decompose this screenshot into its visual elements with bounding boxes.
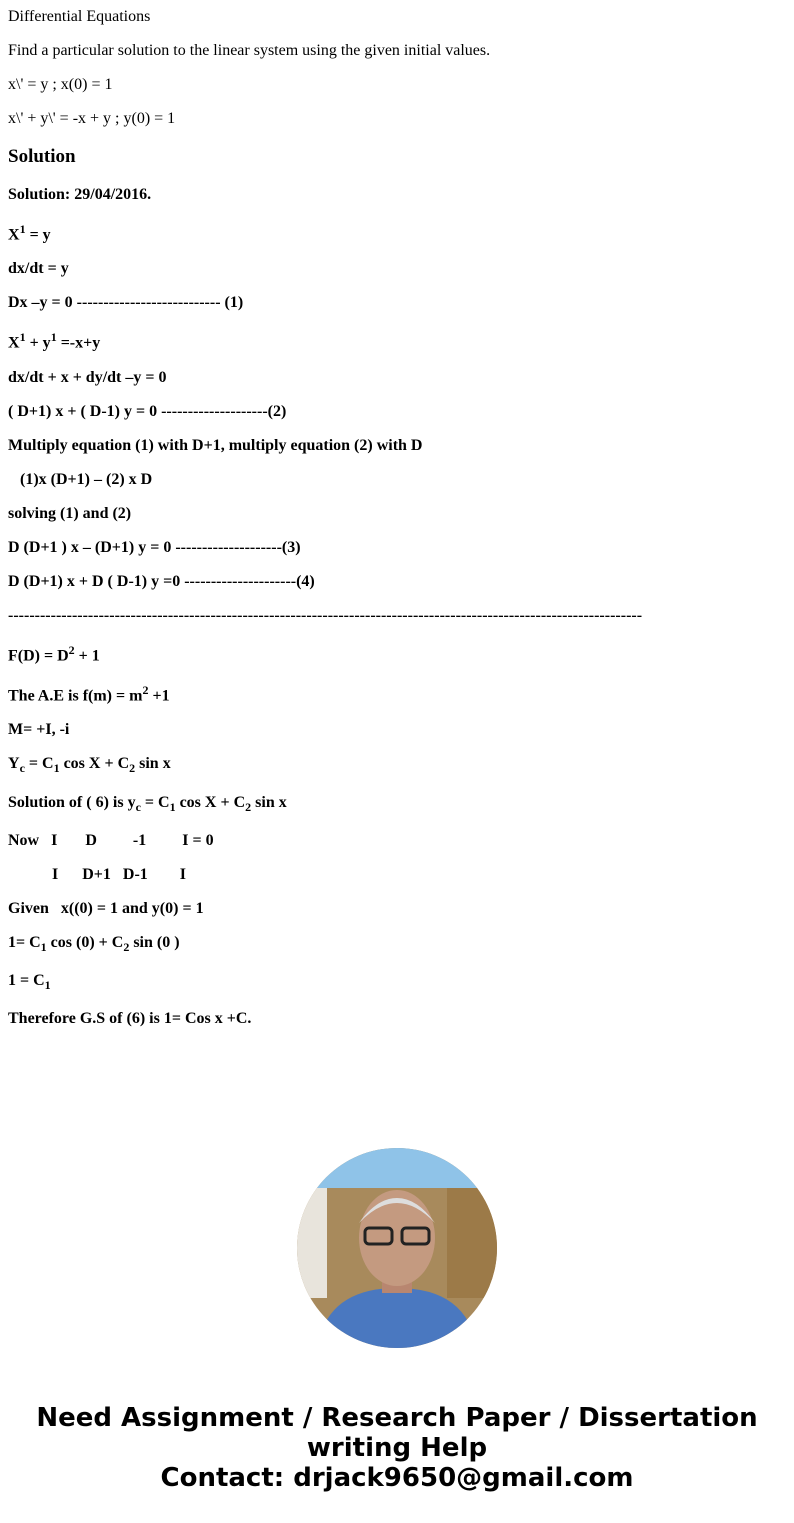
- text-segment: Multiply equation (1) with D+1, multiply equation (2) with D: [8, 436, 423, 454]
- text-segment: Y: [8, 755, 20, 773]
- text-segment: = C: [140, 793, 170, 811]
- text-segment: Solution: 29/04/2016.: [8, 186, 152, 203]
- solution-line: [8, 794, 786, 816]
- text-segment: F(D) = D: [8, 646, 69, 664]
- subscript: 2: [129, 761, 136, 776]
- solution-line: [8, 573, 786, 591]
- question-prompt: Find a particular solution to the linear system using the given initial values.: [8, 42, 491, 59]
- solution-line: [8, 607, 786, 625]
- solution-line: [8, 294, 786, 312]
- footer-line-1: Need Assignment / Research Paper / Dissertation writing Help: [36, 1403, 758, 1464]
- superscript: 1: [19, 222, 26, 236]
- equation-2: x\' + y\' = -x + y ; y(0) = 1: [8, 110, 176, 127]
- text-segment: Therefore G.S of (6) is 1= Cos x +C.: [8, 1010, 252, 1028]
- question-title: Differential Equations: [8, 8, 151, 25]
- solution-line: [8, 721, 786, 739]
- text-segment: sin x: [135, 755, 171, 773]
- text-segment: D (D+1) x + D ( D-1) y =0 ---------------------(4): [8, 572, 315, 590]
- solution-line: [8, 972, 786, 994]
- text-segment: Now I D -1 I = 0: [8, 831, 214, 849]
- text-segment: D (D+1 ) x – (D+1) y = 0 --------------------(3): [8, 538, 301, 556]
- subscript: 1: [53, 761, 60, 776]
- text-segment: + 1: [74, 646, 100, 664]
- subscript: c: [135, 799, 141, 814]
- solution-line: [8, 260, 786, 278]
- text-segment: I D+1 D-1 I: [8, 865, 187, 883]
- text-segment: 1= C: [8, 933, 41, 951]
- text-segment: X: [8, 334, 20, 352]
- solution-line: [8, 866, 786, 884]
- superscript: 2: [68, 642, 75, 657]
- text-segment: X: [8, 226, 20, 244]
- equation-1: x\' = y ; x(0) = 1: [8, 76, 113, 93]
- text-segment: M= +I, -i: [8, 721, 70, 739]
- text-segment: dx/dt = y: [8, 260, 69, 278]
- text-segment: 1 = C: [8, 971, 45, 989]
- text-segment: (1)x (D+1) – (2) x D: [8, 470, 153, 488]
- text-segment: +1: [148, 687, 170, 705]
- text-segment: -----------------------------------------------------------------------------------------------------------------------: [8, 606, 643, 624]
- text-segment: cos (0) + C: [46, 933, 124, 951]
- text-segment: Solution of ( 6) is y: [8, 793, 136, 811]
- text-segment: =-x+y: [56, 334, 101, 352]
- solution-line: [8, 539, 786, 557]
- subscript: 1: [169, 799, 176, 814]
- text-segment: + y: [25, 334, 51, 352]
- solution-line: [8, 437, 786, 455]
- text-segment: Dx –y = 0 --------------------------- (1): [8, 294, 244, 312]
- text-segment: sin (0 ): [129, 933, 180, 951]
- subscript: 2: [123, 939, 130, 954]
- contact-banner: [8, 1403, 786, 1493]
- solution-line: [8, 328, 786, 352]
- subscript: c: [19, 761, 25, 776]
- solution-line: [8, 681, 786, 705]
- text-segment: cos X + C: [59, 755, 130, 773]
- text-segment: = y: [25, 226, 51, 244]
- text-segment: Given x((0) = 1 and y(0) = 1: [8, 899, 204, 917]
- author-photo: [297, 1148, 497, 1348]
- text-segment: = C: [24, 755, 54, 773]
- superscript: 2: [142, 682, 149, 697]
- solution-line: [8, 369, 786, 387]
- solution-line: [8, 1010, 786, 1028]
- solution-line: [8, 900, 786, 918]
- subscript: 1: [44, 978, 51, 993]
- superscript: 1: [50, 330, 57, 345]
- subscript: 1: [40, 939, 47, 954]
- solution-line: [8, 641, 786, 665]
- text-segment: The A.E is f(m) = m: [8, 687, 143, 705]
- solution-line: [8, 186, 786, 204]
- footer-line-2: Contact: drjack9650@gmail.com: [160, 1463, 634, 1494]
- text-segment: sin x: [251, 793, 287, 811]
- superscript: 1: [19, 330, 26, 345]
- solution-line: [8, 934, 786, 956]
- solution-body: [8, 186, 786, 1028]
- solution-line: [8, 403, 786, 421]
- solution-line: [8, 505, 786, 523]
- solution-line: [8, 755, 786, 777]
- text-segment: ( D+1) x + ( D-1) y = 0 --------------------(2): [8, 402, 287, 420]
- solution-line: [8, 832, 786, 850]
- text-segment: cos X + C: [175, 793, 246, 811]
- subscript: 2: [245, 799, 252, 814]
- solution-line: [8, 471, 786, 489]
- author-photo-container: [8, 1148, 786, 1353]
- solution-line: [8, 220, 786, 244]
- text-segment: dx/dt + x + dy/dt –y = 0: [8, 368, 167, 386]
- question: [8, 8, 786, 128]
- text-segment: solving (1) and (2): [8, 504, 132, 522]
- solution-heading: Solution: [8, 146, 76, 167]
